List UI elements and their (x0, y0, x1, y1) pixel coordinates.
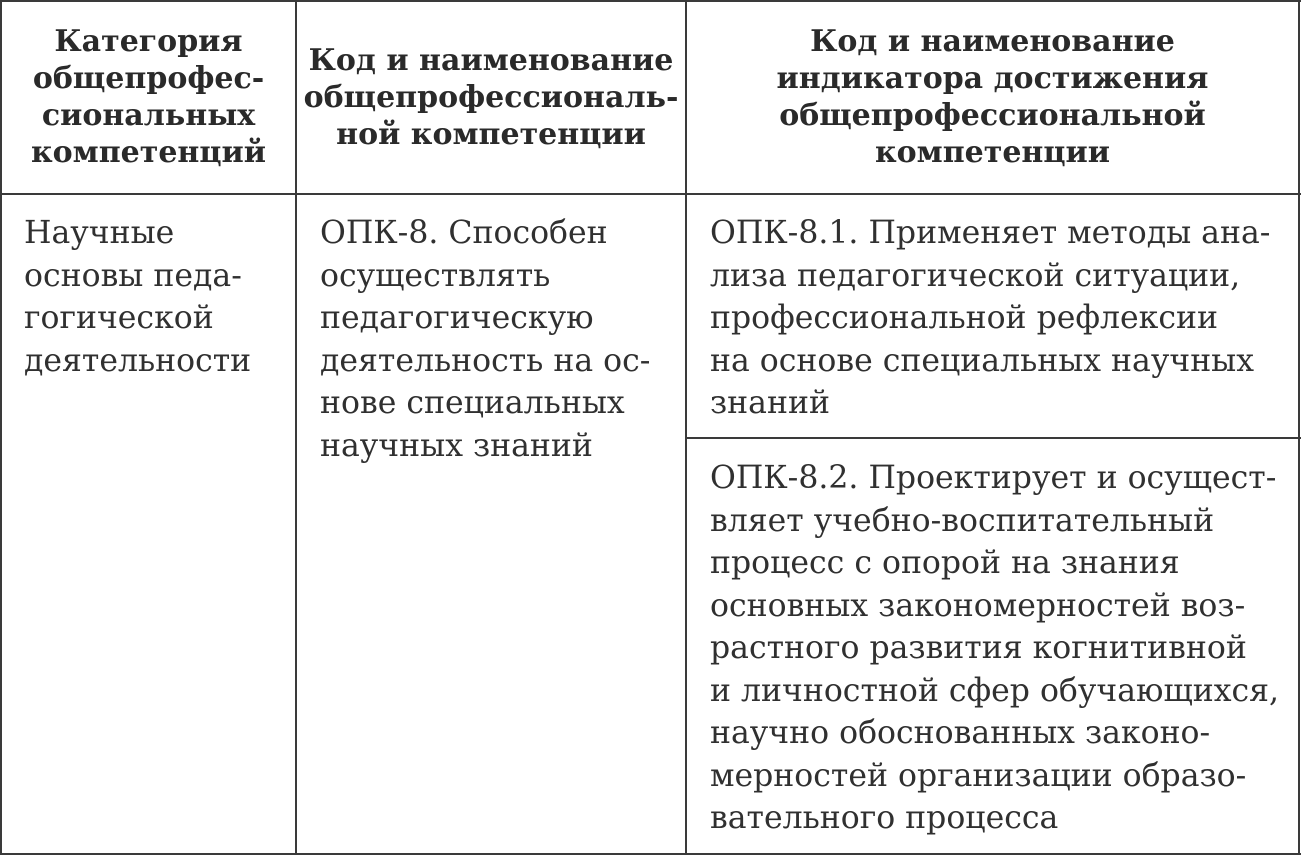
indicator-divider (686, 437, 1301, 439)
table-top-border (0, 0, 1301, 2)
cell-competence: ОПК-8. Способен осуществлять педагогическую деятельность на ос- нове специальных научных знаний (320, 215, 651, 464)
table-right-border (1298, 0, 1300, 855)
header-category: Категория общепрофес- сиональных компетенций (30, 24, 267, 170)
header-indicator: Код и наименование индикатора достижения общепрофессиональной компетенции (776, 24, 1209, 170)
cell-category: Научные основы педа- гогической деятельности (24, 215, 252, 379)
header-competence: Код и наименование общепрофессиональ- ной компетенции (303, 43, 679, 152)
cell-indicator-1: ОПК-8.1. Применяет методы ана- лиза педагогической ситуации, профессиональной рефлексии на основе специальных научных знаний (710, 215, 1271, 421)
header-bottom-border (0, 193, 1301, 195)
cell-indicator-2: ОПК-8.2. Проектирует и осущест- вляет учебно-воспитательный процесс с опорой на знания основных закономерностей воз- растного развития когнитивной и личностной сфер обучающихся, научно обоснованных законо- мерностей организации образо- вательного процесса (710, 460, 1280, 836)
